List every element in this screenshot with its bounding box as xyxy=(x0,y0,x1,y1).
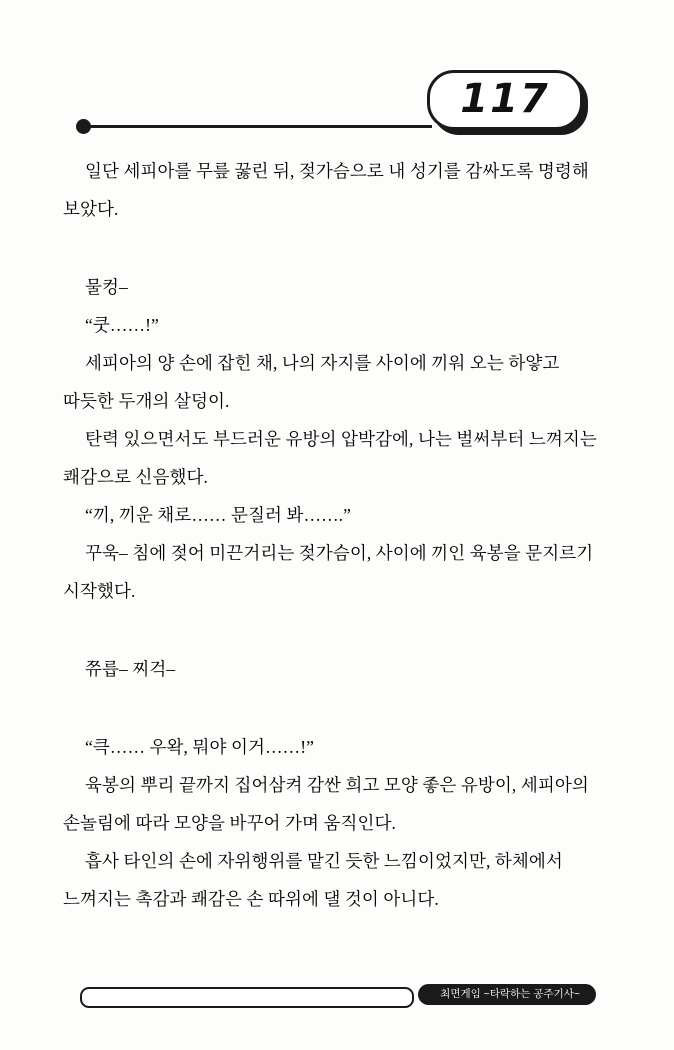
book-title-tag: 최면게임 ~타락하는 공주기사~ xyxy=(418,984,596,1005)
page-body xyxy=(63,152,609,918)
paragraph: 탄력 있으면서도 부드러운 유방의 압박감에, 나는 벌써부터 느껴지는 쾌감으로 신음했다. xyxy=(63,429,597,487)
paragraph: 꾸욱– 침에 젖어 미끈거리는 젖가슴이, 사이에 끼인 육봉을 문지르기 시작했다. xyxy=(63,543,594,601)
paragraph: 세피아의 양 손에 잡힌 채, 나의 자지를 사이에 끼워 오는 하얗고 따듯한 두개의 살덩이. xyxy=(63,353,560,411)
paragraph: 일단 세피아를 무릎 꿇린 뒤, 젖가슴으로 내 성기를 감싸도록 명령해 보았다. xyxy=(63,161,589,219)
paragraph: 흡사 타인의 손에 자위행위를 맡긴 듯한 느낌이었지만, 하체에서 느껴지는 촉감과 쾌감은 손 따위에 댈 것이 아니다. xyxy=(63,851,563,909)
rounded-bar-ornament-icon xyxy=(80,987,414,1008)
page-header xyxy=(0,70,674,140)
paragraph: “큭…… 우왁, 뭐야 이거……!” xyxy=(85,737,314,757)
paragraph: “쿳……!” xyxy=(85,315,159,335)
horizontal-rule-icon xyxy=(82,125,432,128)
paragraph: “끼, 끼운 채로…… 문질러 봐…….” xyxy=(85,505,352,525)
paragraph: 육봉의 뿌리 끝까지 집어삼켜 감싼 희고 모양 좋은 유방이, 세피아의 손놀림에 따라 모양을 바꾸어 가며 움직인다. xyxy=(63,775,589,833)
paragraph: 쮸릅– 찌걱– xyxy=(85,659,176,679)
page-number: 117 xyxy=(460,76,550,122)
page-footer xyxy=(80,984,596,1006)
page-number-badge xyxy=(427,70,583,130)
paragraph: 물컹– xyxy=(85,277,128,297)
